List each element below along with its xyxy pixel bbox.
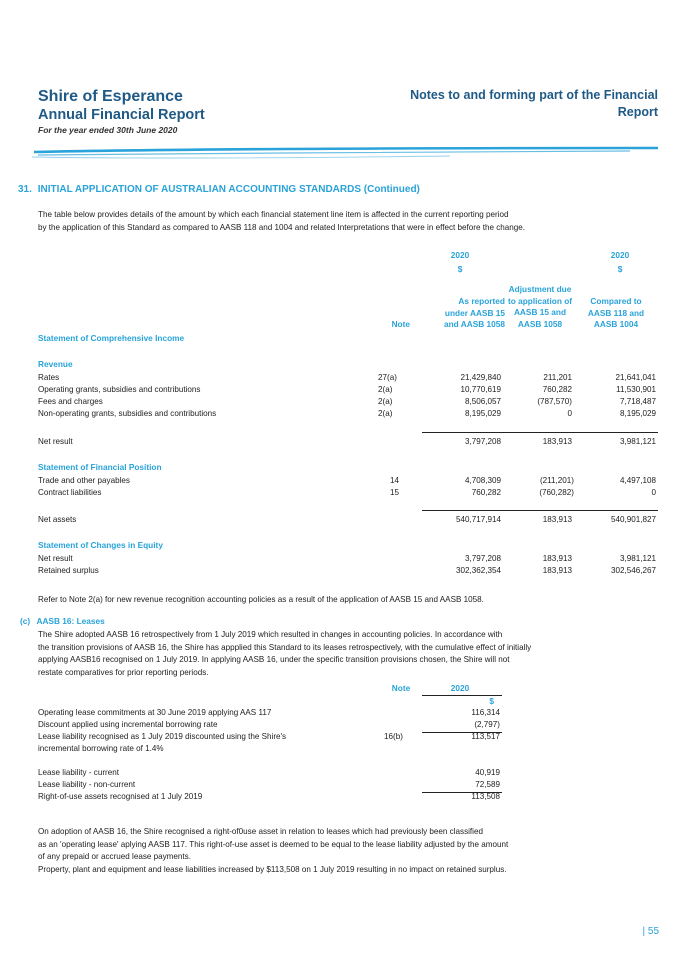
- header-line: AASB 1058: [517, 318, 563, 329]
- header-line: and AASB 1058: [443, 319, 505, 329]
- header-line: Compared to: [590, 296, 642, 306]
- year-header: [590, 250, 650, 275]
- table-row-net-result: [38, 436, 658, 448]
- row-label: Retained surplus: [38, 566, 99, 575]
- row-reported: 3,797,208: [464, 554, 501, 563]
- row-value: (2,797): [474, 720, 500, 729]
- row-label: Operating lease commitments at 30 June 2019 applying AAS 117: [38, 708, 272, 717]
- row-reported: 8,506,057: [464, 397, 501, 406]
- row-adjustment: 0: [567, 409, 572, 418]
- row-adjustment: 183,913: [542, 566, 572, 575]
- unit-label: $: [617, 263, 623, 274]
- lease-col-unit: $: [489, 696, 494, 706]
- row-label: Net result: [38, 554, 73, 563]
- header-line: Adjustment due: [508, 284, 572, 294]
- report-name: Annual Financial Report: [38, 107, 205, 123]
- row-compared: 7,718,487: [619, 397, 656, 406]
- row-compared: 3,981,121: [619, 437, 656, 446]
- row-adjustment: 183,913: [542, 515, 572, 524]
- row-note: 2(a): [378, 409, 393, 418]
- row-adjustment: 183,913: [542, 437, 572, 446]
- row-adjustment: 211,201: [543, 373, 572, 382]
- year-label: 2020: [610, 250, 630, 260]
- header-line: As reported: [458, 296, 505, 306]
- table-row: [38, 487, 658, 499]
- row-label: Rates: [38, 373, 60, 382]
- section-title: [18, 184, 420, 195]
- row-reported: 540,717,914: [455, 515, 501, 524]
- row-reported: 8,195,029: [464, 409, 501, 418]
- row-value: 113,517: [471, 732, 500, 741]
- row-reported: 302,362,354: [455, 566, 501, 575]
- row-reported: 4,708,309: [464, 476, 501, 485]
- page-number: | 55: [642, 926, 659, 937]
- row-reported: 21,429,840: [460, 373, 501, 382]
- table-row: [38, 475, 658, 487]
- table-row: [38, 707, 502, 719]
- table-row: [38, 408, 658, 420]
- col-header-reported: [415, 296, 505, 331]
- row-compared: 0: [651, 488, 656, 497]
- subsection-title: AASB 16: Leases: [36, 616, 105, 626]
- year-header: [420, 250, 500, 275]
- lease-table: [38, 707, 502, 755]
- table-row: [38, 396, 658, 408]
- year-label: 2020: [450, 683, 470, 693]
- header-line: to application of: [507, 295, 573, 306]
- table-row-net-assets: [38, 514, 658, 526]
- total-rule: [422, 792, 502, 793]
- row-label: Non-operating grants, subsidies and contributions: [38, 409, 217, 418]
- table-row: [38, 767, 502, 779]
- intro-line: The table below provides details of the amount by which each financial statement line item is affected in the current reporting period: [38, 210, 509, 219]
- row-compared: 4,497,108: [619, 476, 656, 485]
- section-heading: INITIAL APPLICATION OF AUSTRALIAN ACCOUNTING STANDARDS (Continued): [37, 184, 420, 195]
- paragraph-line: the transition provisions of AASB 16, the Shire has appplied this Standard to its leases retrospectively, with the cumulative effect of initially: [38, 642, 532, 652]
- paragraph-line: as an 'operating lease' aplying AASB 117. This right-of-use asset is deemed to be equal to the lease liability adjusted by the amount: [38, 839, 509, 849]
- row-note: 15: [390, 488, 400, 497]
- lease-col-note: Note: [391, 683, 411, 693]
- row-compared: 3,981,121: [619, 554, 656, 563]
- row-label: Right-of-use assets recognised at 1 July 2019: [38, 792, 203, 801]
- report-period: For the year ended 30th June 2020: [38, 125, 178, 135]
- row-label: Operating grants, subsidies and contributions: [38, 385, 201, 394]
- unit-label: $: [457, 263, 463, 274]
- notes-title: Notes to and forming part of the Financial Report: [410, 88, 658, 119]
- section-number: 31.: [18, 184, 32, 195]
- table-row: [38, 731, 502, 755]
- table-row: [38, 719, 502, 731]
- organisation-name: Shire of Esperance: [38, 88, 183, 105]
- header-line: AASB 15 and: [513, 307, 567, 317]
- lease-col-year: [420, 683, 500, 695]
- paragraph-line: On adoption of AASB 16, the Shire recognised a right-of0use asset in relation to leases which had previously been classified: [38, 827, 483, 836]
- paragraph-line: applying AASB16 recognised on 1 July 2019. In applying AASB 16, under the specific transition provisions chosen, the Shire will not: [38, 655, 510, 665]
- table-row: [38, 565, 658, 577]
- row-label: Lease liability - current: [38, 768, 119, 777]
- row-label: Lease liability recognised as 1 July 2019 discounted using the Shire's: [38, 732, 287, 741]
- refer-note: Refer to Note 2(a) for new revenue recognition accounting policies as a result of the application of AASB 15 and AASB 1058.: [38, 595, 484, 604]
- row-label: Net result: [38, 437, 73, 446]
- row-adjustment: (211,201): [539, 476, 574, 485]
- total-rule: [422, 732, 502, 733]
- row-compared: 21,641,041: [615, 373, 656, 382]
- paragraph-line: restate comparatives for prior reporting periods.: [38, 667, 209, 677]
- section-intro: [38, 209, 525, 234]
- row-value: 40,919: [475, 768, 500, 777]
- col-header-note: Note: [391, 319, 410, 329]
- paragraph-line: The Shire adopted AASB 16 retrospectively from 1 July 2019 which resulted in changes in accounting policies. In accordance with: [38, 630, 503, 639]
- paragraph-line: of any prepaid or accrued lease payments.: [38, 852, 191, 862]
- row-adjustment: 760,282: [542, 385, 572, 394]
- col-header-adjustment: [495, 284, 585, 330]
- header-line: AASB 1004: [593, 319, 639, 329]
- row-compared: 11,530,901: [616, 385, 656, 394]
- row-compared: 540,901,827: [610, 515, 656, 524]
- header-brush-stroke: [30, 143, 662, 163]
- sofp-table: [38, 475, 658, 499]
- soce-heading: Statement of Changes in Equity: [38, 540, 163, 550]
- total-rule: [422, 432, 658, 433]
- row-label: Lease liability - non-current: [38, 780, 136, 789]
- row-label: Contract liabilities: [38, 488, 102, 497]
- soce-table: [38, 553, 658, 577]
- row-compared: 302,546,267: [610, 566, 656, 575]
- row-note: 16(b): [384, 732, 403, 741]
- row-label: Discount applied using incremental borrowing rate: [38, 720, 218, 729]
- row-value: 72,589: [475, 780, 500, 789]
- row-adjustment: (760,282): [539, 488, 574, 497]
- row-reported: 760,282: [471, 488, 501, 497]
- table-row: [38, 384, 658, 396]
- table-row: [38, 779, 502, 791]
- row-adjustment: (787,570): [537, 397, 572, 406]
- aasb16-heading: [20, 616, 105, 626]
- row-note: 14: [390, 476, 400, 485]
- year-label: 2020: [450, 250, 470, 260]
- header-line: AASB 118 and: [587, 307, 645, 318]
- table-row: [38, 553, 658, 565]
- row-note: 2(a): [378, 385, 393, 394]
- row-value: 113,508: [471, 792, 500, 801]
- row-reported: 10,770,619: [460, 385, 501, 394]
- aasb16-paragraph: [38, 629, 531, 679]
- row-label: Trade and other payables: [38, 476, 130, 485]
- revenue-heading: Revenue: [38, 359, 73, 369]
- row-note: 27(a): [378, 373, 397, 382]
- row-label: Fees and charges: [38, 397, 103, 406]
- paragraph-line: Property, plant and equipment and lease liabilities increased by $113,508 on 1 July 2019 resulting in no impact on retained surplus.: [38, 864, 507, 874]
- lease-table-2: [38, 767, 502, 803]
- header-line: under AASB 15: [444, 307, 505, 318]
- sofp-heading: Statement of Financial Position: [38, 462, 162, 472]
- total-rule: [422, 510, 658, 511]
- soci-heading: Statement of Comprehensive Income: [38, 333, 185, 343]
- table-row: [38, 372, 658, 384]
- aasb16-closing: [38, 826, 508, 876]
- row-label: Net assets: [38, 515, 77, 524]
- revenue-table: [38, 372, 658, 420]
- row-reported: 3,797,208: [464, 437, 501, 446]
- report-header: [38, 88, 205, 135]
- subsection-label: (c): [20, 616, 31, 626]
- row-value: 116,314: [471, 708, 500, 717]
- row-adjustment: 183,913: [542, 554, 572, 563]
- row-note: 2(a): [378, 397, 393, 406]
- col-header-compared: [576, 296, 656, 331]
- intro-line: by the application of this Standard as compared to AASB 118 and 1004 and related Interpretations that were in effect before the change.: [38, 222, 525, 232]
- row-label: incremental borrowing rate of 1.4%: [38, 744, 164, 753]
- row-compared: 8,195,029: [619, 409, 656, 418]
